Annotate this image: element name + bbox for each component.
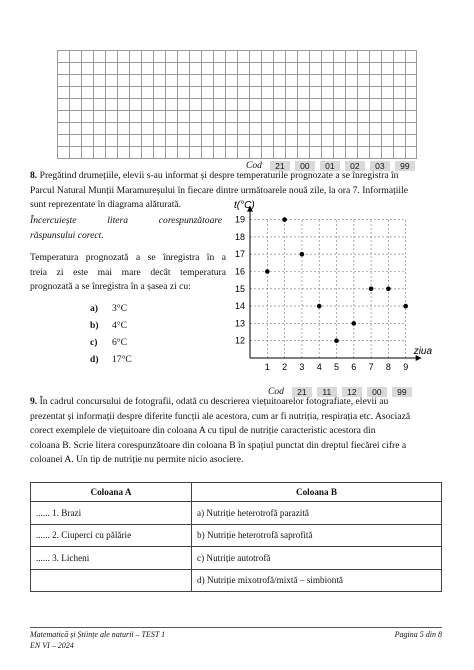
code-box: 03 <box>370 161 390 171</box>
q8-instruction-line: răspunsului corect. <box>30 229 104 241</box>
x-tick-label: 1 <box>264 362 270 372</box>
table-row <box>31 547 442 570</box>
code-box: 02 <box>345 161 365 171</box>
code-box: 99 <box>392 387 412 397</box>
x-tick-label: 9 <box>403 362 409 372</box>
option-text: 17°C <box>112 354 132 365</box>
q8-option-a[interactable] <box>90 303 127 314</box>
q8-intro-line: sunt reprezentate în diagrama alăturată. <box>30 199 182 210</box>
footer-left-line1: Matematică și Științe ale naturii – TEST 1 <box>30 630 166 639</box>
data-point <box>265 269 270 274</box>
column-a-cell <box>31 569 192 592</box>
option-letter: d) <box>90 354 99 365</box>
q8-option-b[interactable] <box>90 320 127 331</box>
x-tick-label: 6 <box>351 362 357 372</box>
x-tick-label: 5 <box>333 362 340 372</box>
column-b-cell: b) Nutriție heterotrofă saprofită <box>192 524 442 547</box>
q9-line: prezentat și informații despre diferite funcții ale acestora, cum ar fi nutriția, respirația etc. Asociază <box>30 410 411 422</box>
q8-number: 8. <box>30 170 38 181</box>
data-point <box>334 338 339 343</box>
y-tick-label: 17 <box>234 249 245 260</box>
q8-option-d[interactable] <box>90 354 132 365</box>
y-tick-label: 18 <box>234 231 245 242</box>
option-text: 3°C <box>112 303 128 314</box>
option-letter: b) <box>90 320 99 331</box>
q9-line: coloanei A. Un tip de nutriție nu permite nicio asociere. <box>30 454 244 465</box>
column-a-header: Coloana A <box>31 483 192 502</box>
option-text: 6°C <box>112 337 128 348</box>
column-b-header: Coloana B <box>192 483 442 502</box>
data-point <box>386 287 391 292</box>
code-box: 99 <box>395 161 415 171</box>
q9-line: În cadrul concursului de fotografii, odată cu descrierea viețuitoarelor fotografiate, elevii au <box>39 396 389 407</box>
data-point <box>317 304 322 309</box>
y-tick-label: 14 <box>234 301 245 312</box>
q8-option-c[interactable] <box>90 337 127 348</box>
table-row <box>31 524 442 547</box>
data-point <box>282 217 287 222</box>
code-box: 00 <box>367 387 387 397</box>
y-tick-label: 12 <box>234 335 245 346</box>
code-label: Cod <box>246 160 262 171</box>
column-a-cell[interactable]: ...... 1. Brazi <box>31 502 192 525</box>
q8-question <box>30 251 226 295</box>
q8-instruction-line: Încercuiește litera corespunzătoare <box>30 215 222 226</box>
footer-left-line2: EN VI – 2024 <box>30 641 74 650</box>
code-box: 11 <box>317 387 337 397</box>
y-axis-label: t(°C) <box>234 200 255 211</box>
x-tick-label: 8 <box>385 362 391 372</box>
table-row <box>31 502 442 525</box>
x-tick-label: 4 <box>316 362 322 372</box>
column-a-cell[interactable]: ...... 3. Licheni <box>31 547 192 570</box>
y-tick-label: 13 <box>234 318 245 329</box>
code-label: Cod <box>268 386 284 397</box>
option-text: 4°C <box>112 320 128 331</box>
q9-number: 9. <box>30 396 38 407</box>
q9-line: corect exemplele de viețuitoare din coloana A cu tipul de nutriție caracteristic acestora din <box>30 425 376 436</box>
answer-grid[interactable] <box>57 50 417 159</box>
option-letter: c) <box>90 337 98 348</box>
code-box: 21 <box>270 161 290 171</box>
code-box: 21 <box>292 387 312 397</box>
matching-table <box>30 482 442 592</box>
column-b-cell: a) Nutriție heterotrofă parazită <box>192 502 442 525</box>
q8-question-line: Temperatura prognozată a se înregistra în a <box>30 252 226 263</box>
column-b-cell: d) Nutriție mixotrofă/mixtă – simbiontă <box>192 569 442 592</box>
x-tick-label: 7 <box>368 362 374 372</box>
x-tick-label: 3 <box>299 362 305 372</box>
column-a-cell[interactable]: ...... 2. Ciuperci cu pălărie <box>31 524 192 547</box>
data-point <box>352 321 357 326</box>
column-b-cell: c) Nutriție autotrofă <box>192 547 442 570</box>
code-box: 12 <box>342 387 362 397</box>
code-box: 01 <box>320 161 340 171</box>
q8-question-line: prognozată a se înregistra în a șasea zi cu: <box>30 281 191 292</box>
y-tick-label: 15 <box>234 283 245 294</box>
footer-page-number: Pagina 5 din 8 <box>394 630 442 639</box>
code-box: 00 <box>295 161 315 171</box>
footer-divider <box>30 627 442 628</box>
x-axis-label: ziua <box>413 346 433 357</box>
q9-text <box>30 395 450 468</box>
data-point <box>369 287 374 292</box>
q8-intro-line: Parcul Natural Munții Maramureșului în fiecare dintre următoarele nouă zile, la ora 7. Informațiile <box>30 184 409 196</box>
q8-instruction <box>30 214 222 243</box>
x-tick-label: 2 <box>282 362 288 372</box>
y-tick-label: 19 <box>234 214 245 225</box>
y-tick-label: 16 <box>234 266 245 277</box>
q8-intro-line: Pregătind drumețiile, elevii s-au informat și despre temperaturile prognozate a se înregistra în <box>39 170 399 181</box>
table-row <box>31 569 442 592</box>
option-letter: a) <box>90 303 98 314</box>
data-point <box>403 304 408 309</box>
q8-question-line: treia zi este mai mare decât temperatura <box>30 266 226 278</box>
data-point <box>300 252 305 257</box>
q9-line: coloana B. Scrie litera corespunzătoare din coloana B în spațiul punctat din dreptul fiecărei cifre a <box>30 439 407 451</box>
temperature-chart <box>226 200 456 385</box>
